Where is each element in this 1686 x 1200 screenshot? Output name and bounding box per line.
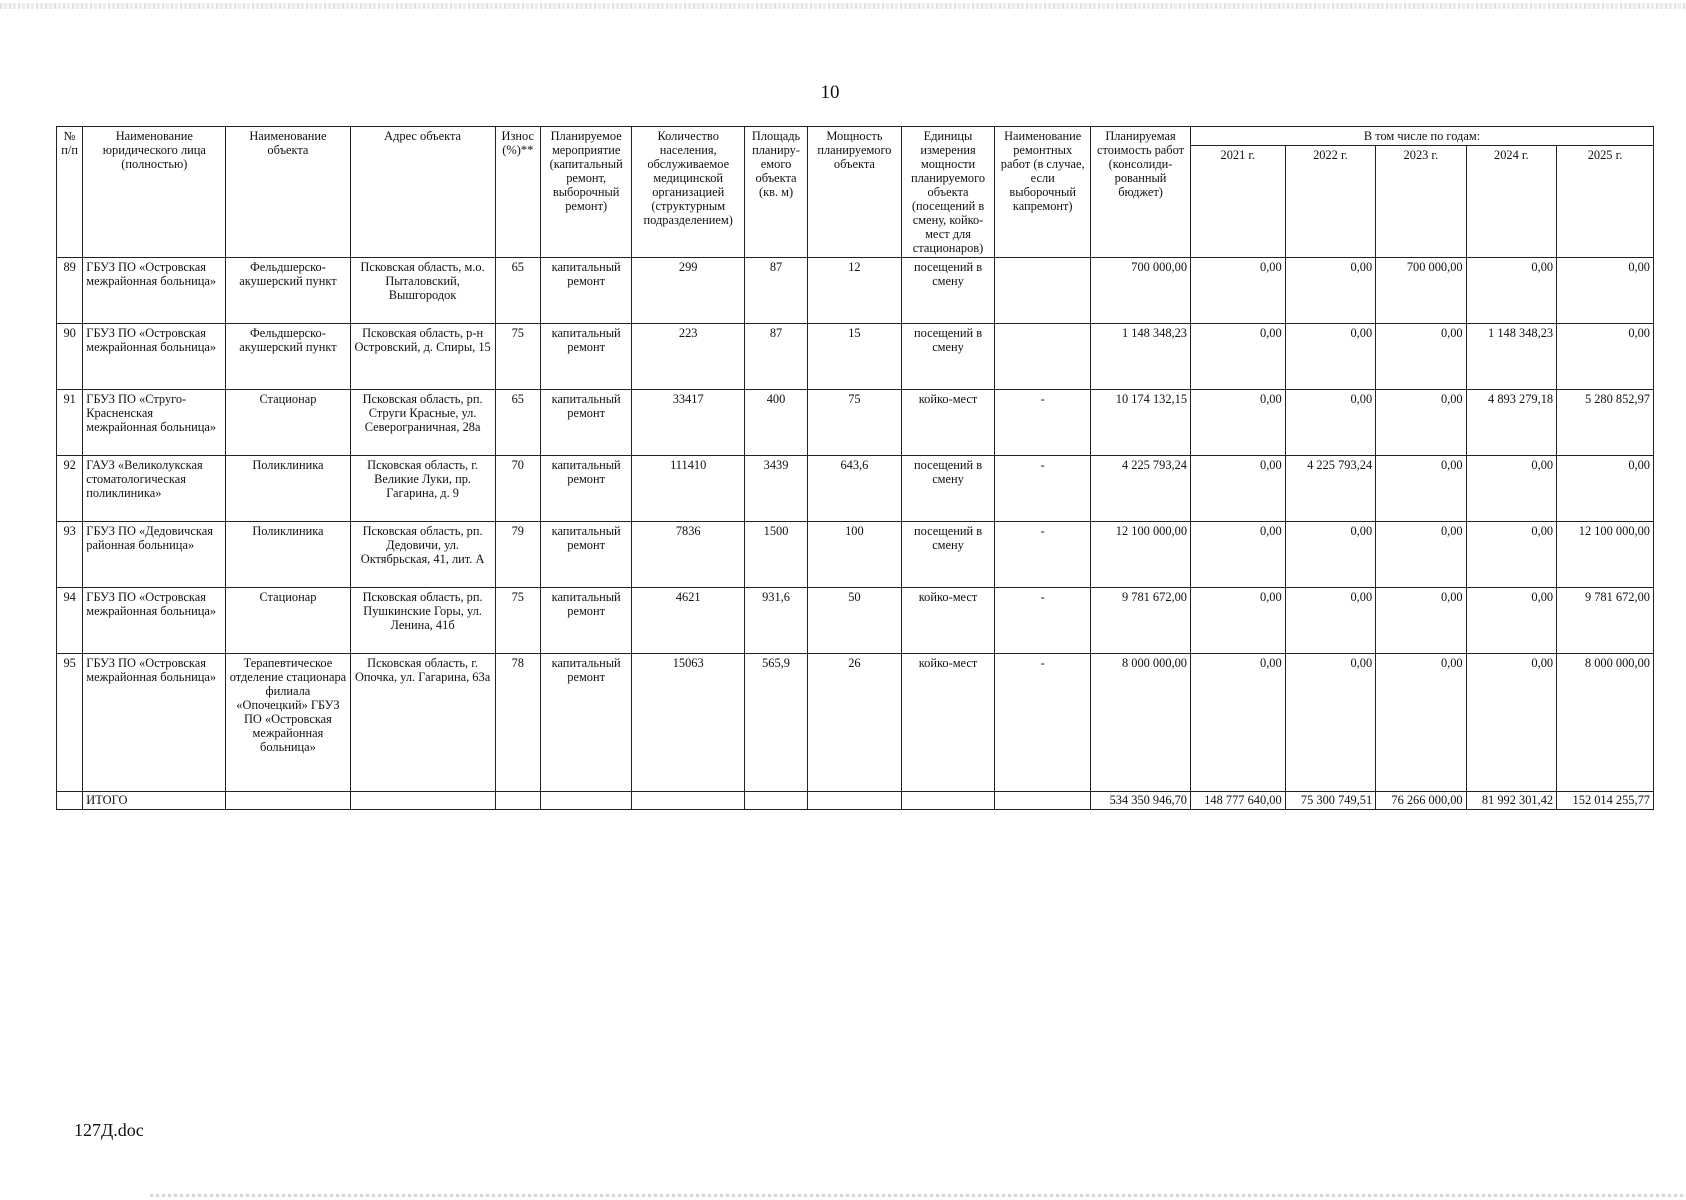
cell-entity: ГБУЗ ПО «Островская межрайонная больница» xyxy=(83,324,226,390)
cell-year-2024: 4 893 279,18 xyxy=(1466,390,1556,456)
cell-address: Псковская область, г. Великие Луки, пр. Гагарина, д. 9 xyxy=(350,456,495,522)
cell-year-2021: 0,00 xyxy=(1191,654,1286,792)
cell-object: Поликлиника xyxy=(226,456,350,522)
cell-area: 1500 xyxy=(744,522,807,588)
cell-repair: - xyxy=(995,654,1091,792)
scan-edge-bottom xyxy=(150,1194,1686,1197)
cell-activity: капитальный ремонт xyxy=(540,588,632,654)
table-row xyxy=(57,456,1654,522)
header-year-2025: 2025 г. xyxy=(1557,146,1654,258)
total-year-2023: 76 266 000,00 xyxy=(1376,792,1466,810)
cell-population: 33417 xyxy=(632,390,745,456)
cell-year-2021: 0,00 xyxy=(1191,324,1286,390)
cell-num: 93 xyxy=(57,522,83,588)
cell-year-2024: 0,00 xyxy=(1466,456,1556,522)
cell-object: Терапевтическое отделение стационара филиала «Опочецкий» ГБУЗ ПО «Островская межрайонная больница» xyxy=(226,654,350,792)
cell-activity: капитальный ремонт xyxy=(540,654,632,792)
cell-capacity: 75 xyxy=(808,390,902,456)
header-planned-cost: Планируемая стоимость работ (консолиди-рованный бюджет) xyxy=(1091,127,1191,258)
cell-wear: 65 xyxy=(495,258,540,324)
cell-year-2022: 0,00 xyxy=(1285,258,1375,324)
cell-year-2022: 0,00 xyxy=(1285,654,1375,792)
cell-year-2022: 0,00 xyxy=(1285,588,1375,654)
header-population: Количество населения, обслуживаемое медицинской организацией (структурным подразделением) xyxy=(632,127,745,258)
cell-entity: ГБУЗ ПО «Островская межрайонная больница» xyxy=(83,258,226,324)
cell-wear: 78 xyxy=(495,654,540,792)
cell-area: 87 xyxy=(744,324,807,390)
cell-empty xyxy=(226,792,350,810)
total-year-2021: 148 777 640,00 xyxy=(1191,792,1286,810)
cell-address: Псковская область, рп. Пушкинские Горы, ул. Ленина, 41б xyxy=(350,588,495,654)
cell-year-2023: 700 000,00 xyxy=(1376,258,1466,324)
cell-units: посещений в смену xyxy=(901,258,995,324)
cell-area: 931,6 xyxy=(744,588,807,654)
cell-year-2025: 8 000 000,00 xyxy=(1557,654,1654,792)
cell-empty xyxy=(632,792,745,810)
cell-year-2024: 0,00 xyxy=(1466,654,1556,792)
cell-num: 95 xyxy=(57,654,83,792)
cell-year-2023: 0,00 xyxy=(1376,390,1466,456)
cell-year-2021: 0,00 xyxy=(1191,390,1286,456)
cell-units: посещений в смену xyxy=(901,456,995,522)
cell-year-2023: 0,00 xyxy=(1376,654,1466,792)
cell-object: Стационар xyxy=(226,390,350,456)
cell-wear: 79 xyxy=(495,522,540,588)
cell-population: 15063 xyxy=(632,654,745,792)
cell-activity: капитальный ремонт xyxy=(540,456,632,522)
cell-year-2022: 0,00 xyxy=(1285,324,1375,390)
cell-cost: 700 000,00 xyxy=(1091,258,1191,324)
header-planned-activity: Планируемое мероприятие (капитальный ремонт, выборочный ремонт) xyxy=(540,127,632,258)
cell-empty xyxy=(495,792,540,810)
cell-capacity: 12 xyxy=(808,258,902,324)
cell-area: 400 xyxy=(744,390,807,456)
cell-wear: 65 xyxy=(495,390,540,456)
header-address: Адрес объекта xyxy=(350,127,495,258)
cell-year-2023: 0,00 xyxy=(1376,588,1466,654)
cell-year-2025: 0,00 xyxy=(1557,258,1654,324)
cell-address: Псковская область, рп. Дедовичи, ул. Октябрьская, 41, лит. А xyxy=(350,522,495,588)
cell-year-2025: 5 280 852,97 xyxy=(1557,390,1654,456)
header-units: Единицы измерения мощности планируемого объекта (посещений в смену, койко-мест для стационаров) xyxy=(901,127,995,258)
cell-activity: капитальный ремонт xyxy=(540,258,632,324)
total-cost: 534 350 946,70 xyxy=(1091,792,1191,810)
cell-entity: ГБУЗ ПО «Струго-Красненская межрайонная больница» xyxy=(83,390,226,456)
cell-units: посещений в смену xyxy=(901,522,995,588)
header-wear: Износ (%)** xyxy=(495,127,540,258)
cell-repair: - xyxy=(995,522,1091,588)
cell-area: 565,9 xyxy=(744,654,807,792)
cell-num: 89 xyxy=(57,258,83,324)
cell-year-2023: 0,00 xyxy=(1376,324,1466,390)
table-header-row xyxy=(57,127,1654,146)
table-row xyxy=(57,522,1654,588)
cell-year-2024: 0,00 xyxy=(1466,522,1556,588)
cell-activity: капитальный ремонт xyxy=(540,390,632,456)
header-year-2021: 2021 г. xyxy=(1191,146,1286,258)
cell-population: 111410 xyxy=(632,456,745,522)
total-year-2025: 152 014 255,77 xyxy=(1557,792,1654,810)
cell-year-2024: 0,00 xyxy=(1466,258,1556,324)
repair-plan-table xyxy=(56,126,1654,810)
page-number: 10 xyxy=(820,82,840,103)
cell-repair: - xyxy=(995,390,1091,456)
cell-repair: - xyxy=(995,588,1091,654)
table-total-row xyxy=(57,792,1654,810)
cell-year-2025: 0,00 xyxy=(1557,324,1654,390)
cell-empty xyxy=(808,792,902,810)
cell-year-2022: 4 225 793,24 xyxy=(1285,456,1375,522)
scan-edge-top xyxy=(0,3,1686,9)
cell-object: Поликлиника xyxy=(226,522,350,588)
cell-address: Псковская область, г. Опочка, ул. Гагарина, 63а xyxy=(350,654,495,792)
cell-repair xyxy=(995,258,1091,324)
cell-population: 299 xyxy=(632,258,745,324)
cell-population: 223 xyxy=(632,324,745,390)
cell-area: 3439 xyxy=(744,456,807,522)
cell-wear: 75 xyxy=(495,324,540,390)
cell-year-2022: 0,00 xyxy=(1285,390,1375,456)
cell-entity: ГБУЗ ПО «Островская межрайонная больница» xyxy=(83,588,226,654)
header-year-2022: 2022 г. xyxy=(1285,146,1375,258)
header-capacity: Мощность планируемого объекта xyxy=(808,127,902,258)
cell-units: койко-мест xyxy=(901,654,995,792)
header-entity: Наименование юридического лица (полностью) xyxy=(83,127,226,258)
cell-cost: 8 000 000,00 xyxy=(1091,654,1191,792)
cell-capacity: 50 xyxy=(808,588,902,654)
cell-num: 92 xyxy=(57,456,83,522)
cell-year-2023: 0,00 xyxy=(1376,522,1466,588)
cell-year-2021: 0,00 xyxy=(1191,258,1286,324)
cell-population: 7836 xyxy=(632,522,745,588)
cell-units: койко-мест xyxy=(901,390,995,456)
cell-capacity: 15 xyxy=(808,324,902,390)
cell-empty xyxy=(744,792,807,810)
cell-address: Псковская область, м.о. Пыталовский, Вышгородок xyxy=(350,258,495,324)
cell-empty xyxy=(350,792,495,810)
cell-population: 4621 xyxy=(632,588,745,654)
cell-year-2024: 1 148 348,23 xyxy=(1466,324,1556,390)
cell-address: Псковская область, рп. Струги Красные, ул. Северограничная, 28а xyxy=(350,390,495,456)
cell-object: Стационар xyxy=(226,588,350,654)
total-year-2022: 75 300 749,51 xyxy=(1285,792,1375,810)
header-object-name: Наименование объекта xyxy=(226,127,350,258)
cell-year-2022: 0,00 xyxy=(1285,522,1375,588)
cell-year-2025: 9 781 672,00 xyxy=(1557,588,1654,654)
cell-year-2025: 12 100 000,00 xyxy=(1557,522,1654,588)
cell-cost: 12 100 000,00 xyxy=(1091,522,1191,588)
header-area: Площадь планиру-емого объекта (кв. м) xyxy=(744,127,807,258)
cell-num: 91 xyxy=(57,390,83,456)
cell-address: Псковская область, р-н Островский, д. Спиры, 15 xyxy=(350,324,495,390)
table-row xyxy=(57,258,1654,324)
cell-cost: 9 781 672,00 xyxy=(1091,588,1191,654)
cell-entity: ГАУЗ «Великолукская стоматологическая поликлиника» xyxy=(83,456,226,522)
cell-cost: 4 225 793,24 xyxy=(1091,456,1191,522)
table-row xyxy=(57,390,1654,456)
header-year-2023: 2023 г. xyxy=(1376,146,1466,258)
document-filename: 127Д.doc xyxy=(74,1120,144,1140)
header-by-years: В том числе по годам: xyxy=(1191,127,1654,146)
cell-empty xyxy=(540,792,632,810)
cell-units: посещений в смену xyxy=(901,324,995,390)
cell-empty xyxy=(57,792,83,810)
cell-wear: 75 xyxy=(495,588,540,654)
cell-year-2021: 0,00 xyxy=(1191,522,1286,588)
cell-activity: капитальный ремонт xyxy=(540,324,632,390)
table-row xyxy=(57,324,1654,390)
cell-capacity: 100 xyxy=(808,522,902,588)
cell-empty xyxy=(901,792,995,810)
table-row xyxy=(57,588,1654,654)
cell-activity: капитальный ремонт xyxy=(540,522,632,588)
total-year-2024: 81 992 301,42 xyxy=(1466,792,1556,810)
table-row xyxy=(57,654,1654,792)
cell-capacity: 26 xyxy=(808,654,902,792)
cell-num: 90 xyxy=(57,324,83,390)
cell-year-2025: 0,00 xyxy=(1557,456,1654,522)
cell-cost: 1 148 348,23 xyxy=(1091,324,1191,390)
cell-entity: ГБУЗ ПО «Дедовичская районная больница» xyxy=(83,522,226,588)
cell-wear: 70 xyxy=(495,456,540,522)
cell-year-2023: 0,00 xyxy=(1376,456,1466,522)
cell-repair xyxy=(995,324,1091,390)
total-label: ИТОГО xyxy=(83,792,226,810)
cell-num: 94 xyxy=(57,588,83,654)
header-year-2024: 2024 г. xyxy=(1466,146,1556,258)
cell-year-2024: 0,00 xyxy=(1466,588,1556,654)
cell-units: койко-мест xyxy=(901,588,995,654)
cell-repair: - xyxy=(995,456,1091,522)
cell-object: Фельдшерско-акушерский пункт xyxy=(226,258,350,324)
cell-cost: 10 174 132,15 xyxy=(1091,390,1191,456)
cell-year-2021: 0,00 xyxy=(1191,456,1286,522)
cell-capacity: 643,6 xyxy=(808,456,902,522)
cell-area: 87 xyxy=(744,258,807,324)
cell-entity: ГБУЗ ПО «Островская межрайонная больница» xyxy=(83,654,226,792)
cell-year-2021: 0,00 xyxy=(1191,588,1286,654)
header-num: № п/п xyxy=(57,127,83,258)
cell-empty xyxy=(995,792,1091,810)
header-repair-works: Наименование ремонтных работ (в случае, если выборочный капремонт) xyxy=(995,127,1091,258)
cell-object: Фельдшерско-акушерский пункт xyxy=(226,324,350,390)
